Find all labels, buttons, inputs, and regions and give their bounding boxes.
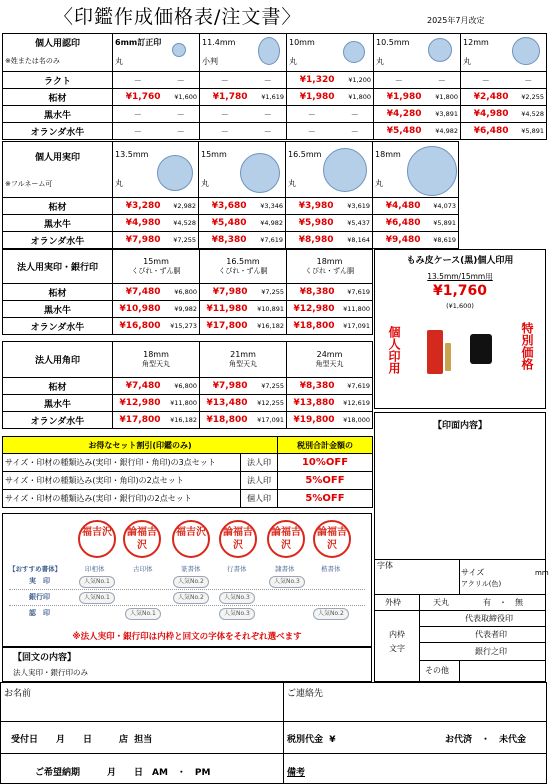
seal-size-circle	[157, 155, 193, 191]
seal-sample-stamp: 福吉沢	[172, 520, 210, 558]
seal-sample-stamp: 論福吉沢	[267, 520, 305, 558]
price-cell: ¥3,280	[113, 198, 163, 215]
price-cell: ¥1,780	[200, 89, 250, 106]
price-excl-tax-cell: －	[424, 72, 461, 89]
price-cell: －	[113, 123, 163, 140]
price-excl-tax-cell: ¥17,091	[250, 412, 287, 429]
font-label: 字体	[377, 561, 393, 570]
case-price: ¥1,760	[432, 283, 488, 299]
kaibun-title: 【回文の内容】	[13, 653, 77, 663]
price-cell: ¥5,480	[199, 215, 249, 232]
price-excl-tax-cell: ¥7,255	[250, 284, 287, 301]
shape-label: くびれ・ずん胴	[305, 267, 354, 275]
font-name: 篆書体	[181, 565, 201, 573]
price-excl-tax-cell: －	[250, 106, 287, 123]
size-label: 12mm	[463, 38, 489, 48]
material-label: 黒水牛	[3, 106, 113, 123]
price-excl-tax-cell: －	[163, 72, 200, 89]
price-excl-tax-cell: ¥8,164	[336, 232, 373, 249]
font-note: ※法人実印・銀行印は内枠と回文の字体をそれぞれ選べます	[72, 632, 302, 642]
order-form	[0, 682, 547, 784]
price-cell: ¥7,480	[113, 284, 163, 301]
size-label: 15mm	[201, 150, 227, 159]
price-excl-tax-cell: ¥10,891	[250, 301, 287, 318]
price-excl-tax-cell: ¥6,800	[163, 378, 200, 395]
size-label: 13.5mm	[115, 150, 149, 159]
set-item-text: サイズ・印材の種類込み(実印・銀行印)の2点セット	[3, 490, 241, 508]
divider	[419, 642, 545, 643]
row-label: 認 印	[29, 609, 50, 617]
size-label: 10mm	[289, 38, 315, 48]
price-cell: ¥8,380	[287, 378, 337, 395]
name-field[interactable]	[3, 699, 281, 719]
popularity-badge: 人気No.1	[79, 592, 115, 604]
price-cell: －	[461, 72, 511, 89]
divider	[375, 559, 545, 560]
shape-label: 丸	[201, 179, 209, 189]
row-label: 銀行印	[29, 593, 50, 601]
shape-label: 丸	[463, 56, 472, 66]
seal-size-circle	[343, 41, 365, 63]
price-cell: ¥4,980	[113, 215, 163, 232]
price-excl-tax-cell: －	[163, 106, 200, 123]
shape-label: 角型天丸	[229, 360, 257, 368]
personal-registered-table	[2, 141, 459, 249]
price-excl-tax-cell: －	[250, 123, 287, 140]
kaibun-note: 法人実印・銀行印のみ	[13, 668, 88, 677]
popularity-badge: 人気No.2	[173, 592, 209, 604]
seal-size-circle	[258, 37, 280, 65]
price-cell: ¥9,480	[373, 232, 423, 249]
price-excl-tax-cell: ¥2,255	[511, 89, 547, 106]
price-excl-tax-cell: －	[163, 123, 200, 140]
price-cell: －	[113, 72, 163, 89]
case-sub-price: (¥1,600)	[446, 302, 474, 310]
kaibun-box[interactable]	[2, 647, 372, 682]
font-name: 行書体	[227, 565, 247, 573]
divider	[375, 594, 545, 595]
price-excl-tax-cell: ¥3,891	[424, 106, 461, 123]
price-excl-tax-cell: ¥3,346	[249, 198, 286, 215]
set-item-kind: 法人印	[241, 472, 278, 490]
material-label: 柘材	[3, 378, 113, 395]
price-excl-tax-cell: －	[250, 72, 287, 89]
price-cell: ¥1,980	[287, 89, 337, 106]
shape-label: 丸	[115, 56, 123, 66]
price-cell: ¥6,480	[373, 215, 423, 232]
price-excl-tax-cell: ¥7,619	[337, 284, 373, 301]
price-excl-tax-cell: ¥7,255	[163, 232, 199, 249]
font-samples-box	[2, 513, 372, 647]
set-item-text: サイズ・印材の種類込み(実印・角印)の2点セット	[3, 472, 241, 490]
price-cell: ¥8,380	[287, 284, 337, 301]
price-cell: ¥4,980	[461, 106, 511, 123]
price-excl-tax-cell: ¥5,891	[423, 215, 459, 232]
price-excl-tax-cell: ¥16,182	[250, 318, 287, 335]
remarks-label: 備考	[287, 768, 306, 778]
contact-field[interactable]	[287, 699, 542, 719]
set-discount-title: お得なセット割引(印鑑のみ)	[3, 437, 278, 454]
material-label: オランダ水牛	[3, 123, 113, 140]
corporate-square-title: 法人用角印	[3, 342, 113, 378]
divider	[1, 721, 546, 722]
price-excl-tax-cell: ¥4,982	[424, 123, 461, 140]
size-field-label: サイズ	[461, 568, 485, 577]
font-name: 古印体	[133, 565, 153, 573]
shape-label: 丸	[115, 179, 123, 189]
set-item-kind: 法人印	[241, 454, 278, 472]
shape-label: 丸	[289, 56, 297, 66]
price-cell: －	[287, 123, 337, 140]
outer-frame-value: 天丸	[433, 598, 449, 607]
page-title: 〈印鑑作成価格表/注文書〉	[54, 6, 302, 28]
price-excl-tax-cell: ¥1,800	[337, 89, 374, 106]
font-name: 隷書体	[275, 565, 295, 573]
divider	[9, 589, 365, 590]
row-label: 実 印	[29, 577, 50, 585]
case-vertical-right: 特別価格	[520, 322, 534, 370]
set-item-discount: 10%OFF	[278, 454, 373, 472]
price-cell: ¥5,480	[374, 123, 424, 140]
price-cell: ¥7,980	[113, 232, 163, 249]
popularity-badge: 人気No.3	[219, 608, 255, 620]
case-title: もみ皮ケース(黒)個人印用	[406, 256, 514, 266]
popularity-badge: 人気No.2	[173, 576, 209, 588]
seal-size-circle	[240, 153, 280, 193]
popularity-badge: 人気No.1	[79, 576, 115, 588]
price-cell: ¥3,980	[286, 198, 336, 215]
price-cell: ¥2,480	[461, 89, 511, 106]
price-cell: －	[200, 123, 250, 140]
size-label: 11.4mm	[202, 38, 236, 48]
shape-label: くびれ・ずん胴	[218, 267, 268, 275]
revision-date: 2025年7月改定	[427, 16, 485, 25]
price-excl-tax-cell: ¥15,273	[163, 318, 200, 335]
popularity-badge: 人気No.2	[313, 608, 349, 620]
price-excl-tax-cell: －	[337, 123, 374, 140]
price-excl-tax-cell: ¥11,800	[163, 395, 200, 412]
price-excl-tax-cell: ¥4,528	[163, 215, 199, 232]
popularity-badge: 人気No.3	[269, 576, 305, 588]
price-cell: ¥1,980	[374, 89, 424, 106]
price-cell: －	[287, 106, 337, 123]
price-cell: －	[113, 106, 163, 123]
price-cell: ¥3,680	[199, 198, 249, 215]
price-cell: ¥18,800	[287, 318, 337, 335]
price-excl-tax-cell: ¥8,619	[423, 232, 459, 249]
price-excl-tax-cell: ¥1,200	[337, 72, 374, 89]
price-excl-tax-cell: ¥7,619	[337, 378, 373, 395]
price-cell: ¥4,480	[373, 198, 423, 215]
inner-option[interactable]: 代表取締役印	[465, 614, 513, 623]
divider	[419, 660, 545, 661]
price-cell: ¥10,980	[113, 301, 163, 318]
material-label: 柘材	[3, 284, 113, 301]
size-label: 18mm	[316, 257, 343, 266]
price-cell: ¥6,480	[461, 123, 511, 140]
shape-label: 角型天丸	[142, 360, 170, 368]
set-discount-total-title: 税別合計金額の	[278, 437, 373, 454]
corporate-round-title: 法人用実印・銀行印	[3, 250, 113, 284]
price-excl-tax-cell: ¥11,800	[337, 301, 373, 318]
inner-frame-label: 内枠 文字	[389, 630, 405, 653]
price-cell: ¥5,980	[286, 215, 336, 232]
price-excl-tax-cell: ¥16,182	[163, 412, 200, 429]
price-excl-tax-cell: ¥1,619	[250, 89, 287, 106]
price-excl-tax-cell: ¥5,891	[511, 123, 547, 140]
price-excl-tax-cell: ¥1,800	[424, 89, 461, 106]
size-label: 18mm	[375, 150, 401, 159]
price-excl-tax-cell: ¥12,619	[337, 395, 373, 412]
case-product-image	[427, 330, 443, 374]
size-label: 10.5mm	[376, 38, 410, 48]
set-item-discount: 5%OFF	[278, 490, 373, 508]
shape-label: くびれ・ずん胴	[131, 267, 181, 275]
size-label: 16.5mm	[226, 257, 260, 266]
inner-option[interactable]: 銀行之印	[475, 647, 507, 656]
set-discount-table	[2, 436, 373, 508]
material-label: 黒水牛	[3, 301, 113, 318]
shape-label: 小判	[202, 56, 218, 66]
material-label: オランダ水牛	[3, 232, 113, 249]
size-label: 15mm	[143, 257, 169, 266]
price-excl-tax-cell: －	[337, 106, 374, 123]
seal-sample-stamp: 福吉沢	[78, 520, 116, 558]
price-excl-tax-cell: ¥2,982	[163, 198, 199, 215]
material-label: アクリル(色)	[461, 580, 502, 588]
price-cell: ¥11,980	[200, 301, 250, 318]
seal-size-circle	[172, 43, 186, 57]
set-item-text: サイズ・印材の種類込み(実印・銀行印・角印)の3点セット	[3, 454, 241, 472]
price-excl-tax-cell: ¥4,982	[249, 215, 286, 232]
personal-seal-title: 個人用認印	[3, 34, 113, 52]
personal-seal-note: ※姓または名のみ	[3, 52, 113, 72]
divider	[9, 605, 365, 606]
personal-registered-title: 個人用実印	[3, 142, 113, 171]
price-cell: ¥16,800	[113, 318, 163, 335]
case-product-image	[470, 334, 492, 364]
price-excl-tax-cell: ¥18,000	[337, 412, 373, 429]
material-label: 柘材	[3, 89, 113, 106]
price-excl-tax-cell: ¥7,255	[250, 378, 287, 395]
size-label: 18mm	[143, 350, 169, 359]
font-name: 印相体	[85, 565, 105, 573]
case-product-image	[445, 343, 451, 371]
received-date-label[interactable]: 受付日 月 日 店 担当	[11, 735, 153, 745]
seal-size-circle	[512, 37, 540, 65]
divider	[459, 559, 460, 594]
price-excl-tax-cell: ¥12,255	[250, 395, 287, 412]
price-cell: ¥13,880	[287, 395, 337, 412]
size-label: 24mm	[316, 350, 343, 359]
case-box	[374, 249, 546, 409]
price-cell: ¥7,980	[200, 284, 250, 301]
tax-price-label[interactable]: 税別代金 ¥	[287, 735, 336, 745]
size-unit: mm	[535, 569, 549, 577]
seal-size-circle	[407, 146, 457, 196]
price-cell: ¥18,800	[200, 412, 250, 429]
price-cell: －	[374, 72, 424, 89]
price-cell: ¥17,800	[200, 318, 250, 335]
material-label: オランダ水牛	[3, 412, 113, 429]
price-cell: ¥12,980	[113, 395, 163, 412]
material-label: 黒水牛	[3, 395, 113, 412]
seal-size-circle	[428, 38, 452, 62]
price-excl-tax-cell: －	[511, 72, 547, 89]
seal-size-circle	[323, 148, 367, 192]
corporate-round-table	[2, 249, 373, 335]
price-cell: ¥7,980	[200, 378, 250, 395]
price-excl-tax-cell: ¥7,619	[249, 232, 286, 249]
shape-label: 丸	[376, 56, 385, 66]
shape-label: 丸	[375, 179, 384, 189]
divider	[459, 660, 460, 681]
seal-sample-stamp: 論福吉沢	[219, 520, 257, 558]
price-excl-tax-cell: ¥17,091	[337, 318, 373, 335]
recommend-label: 【おすすめ書体】	[9, 565, 62, 573]
shape-label: 角型天丸	[315, 360, 344, 368]
seal-sample-stamp: 論福吉沢	[123, 520, 161, 558]
price-cell: ¥12,980	[287, 301, 337, 318]
material-label: オランダ水牛	[3, 318, 113, 335]
material-label: 柘材	[3, 198, 113, 215]
other-label: その他	[425, 666, 449, 675]
contact-label: ご連絡先	[287, 689, 324, 699]
price-excl-tax-cell: ¥4,073	[423, 198, 459, 215]
price-excl-tax-cell: ¥3,619	[336, 198, 373, 215]
size-label: 6mm訂正印	[115, 38, 162, 48]
price-cell: ¥13,480	[200, 395, 250, 412]
price-cell: ¥7,480	[113, 378, 163, 395]
inner-option[interactable]: 代表者印	[475, 630, 507, 639]
size-label: 21mm	[230, 350, 256, 359]
price-excl-tax-cell: ¥1,600	[163, 89, 200, 106]
payment-status[interactable]: お代済 ・ 未代金	[445, 735, 527, 745]
print-content-box[interactable]	[374, 412, 549, 682]
popularity-badge: 人気No.1	[125, 608, 161, 620]
name-label: お名前	[4, 689, 32, 699]
divider	[375, 610, 545, 611]
material-label: 黒水牛	[3, 215, 113, 232]
divider	[419, 594, 420, 681]
price-cell: ¥8,980	[286, 232, 336, 249]
price-cell: ¥8,380	[199, 232, 249, 249]
price-excl-tax-cell: ¥9,982	[163, 301, 200, 318]
font-name: 楷書体	[321, 565, 341, 573]
price-excl-tax-cell: ¥4,528	[511, 106, 547, 123]
outer-frame-label: 外枠	[385, 598, 401, 607]
price-cell: ¥4,280	[374, 106, 424, 123]
print-content-title: 【印面内容】	[432, 421, 487, 431]
set-item-discount: 5%OFF	[278, 472, 373, 490]
case-vertical-left: 個人印用	[387, 326, 401, 374]
material-label: ラクト	[3, 72, 113, 89]
size-label: 16.5mm	[288, 150, 322, 159]
price-cell: ¥19,800	[287, 412, 337, 429]
set-item-kind: 個人印	[241, 490, 278, 508]
corporate-square-table	[2, 341, 373, 429]
outer-frame-choice[interactable]: 有 ・ 無	[483, 598, 523, 607]
price-cell: ¥1,320	[287, 72, 337, 89]
price-excl-tax-cell: ¥6,800	[163, 284, 200, 301]
price-cell: ¥1,760	[113, 89, 163, 106]
seal-sample-stamp: 論福吉沢	[313, 520, 351, 558]
price-cell: －	[200, 72, 250, 89]
delivery-date-label[interactable]: ご希望納期 月 日 AM ・ PM	[35, 768, 211, 778]
popularity-badge: 人気No.3	[219, 592, 255, 604]
case-size: 13.5mm/15mm用	[427, 272, 493, 281]
divider	[419, 626, 545, 627]
price-cell: －	[200, 106, 250, 123]
personal-registered-note: ※フルネーム可	[3, 171, 113, 198]
divider	[283, 683, 284, 783]
price-excl-tax-cell: ¥5,437	[336, 215, 373, 232]
shape-label: 丸	[288, 179, 297, 189]
price-cell: ¥17,800	[113, 412, 163, 429]
divider	[1, 753, 546, 754]
